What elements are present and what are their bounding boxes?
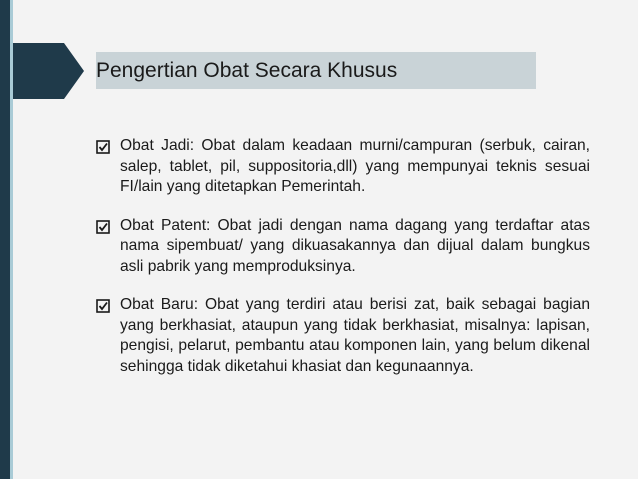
bullet-item bbox=[96, 136, 590, 198]
checkbox-icon bbox=[96, 299, 110, 313]
checkbox-icon bbox=[96, 220, 110, 234]
arrow-right-icon bbox=[0, 43, 84, 99]
bullet-item bbox=[96, 216, 590, 278]
slide-title: Pengertian Obat Secara Khusus bbox=[96, 59, 398, 82]
bullet-text: Obat Patent: Obat jadi dengan nama dagang yang terdaftar atas nama sipembuat/ yang dikuasakannya dan dijual dalam bungkus asli pabrik yang memproduksinya. bbox=[120, 216, 590, 275]
checkbox-icon bbox=[96, 140, 110, 154]
bullet-item bbox=[96, 295, 590, 377]
bullet-text: Obat Jadi: Obat dalam keadaan murni/campuran (serbuk, cairan, salep, tablet, pil, suppositoria,dll) yang mempunyai teknis sesuai FI/lain yang ditetapkan Pemerintah. bbox=[120, 137, 590, 195]
bullet-list bbox=[96, 136, 590, 395]
bullet-text: Obat Baru: Obat yang terdiri atau berisi zat, baik sebagai bagian yang berkhasiat, ataupun yang tidak berkhasiat, misalnya: lapisan, pengisi, pelarut, pembantu atau komponen lain, yang belum dikenal sehingga tidak diketahui khasiat dan kegunaannya. bbox=[120, 296, 590, 375]
